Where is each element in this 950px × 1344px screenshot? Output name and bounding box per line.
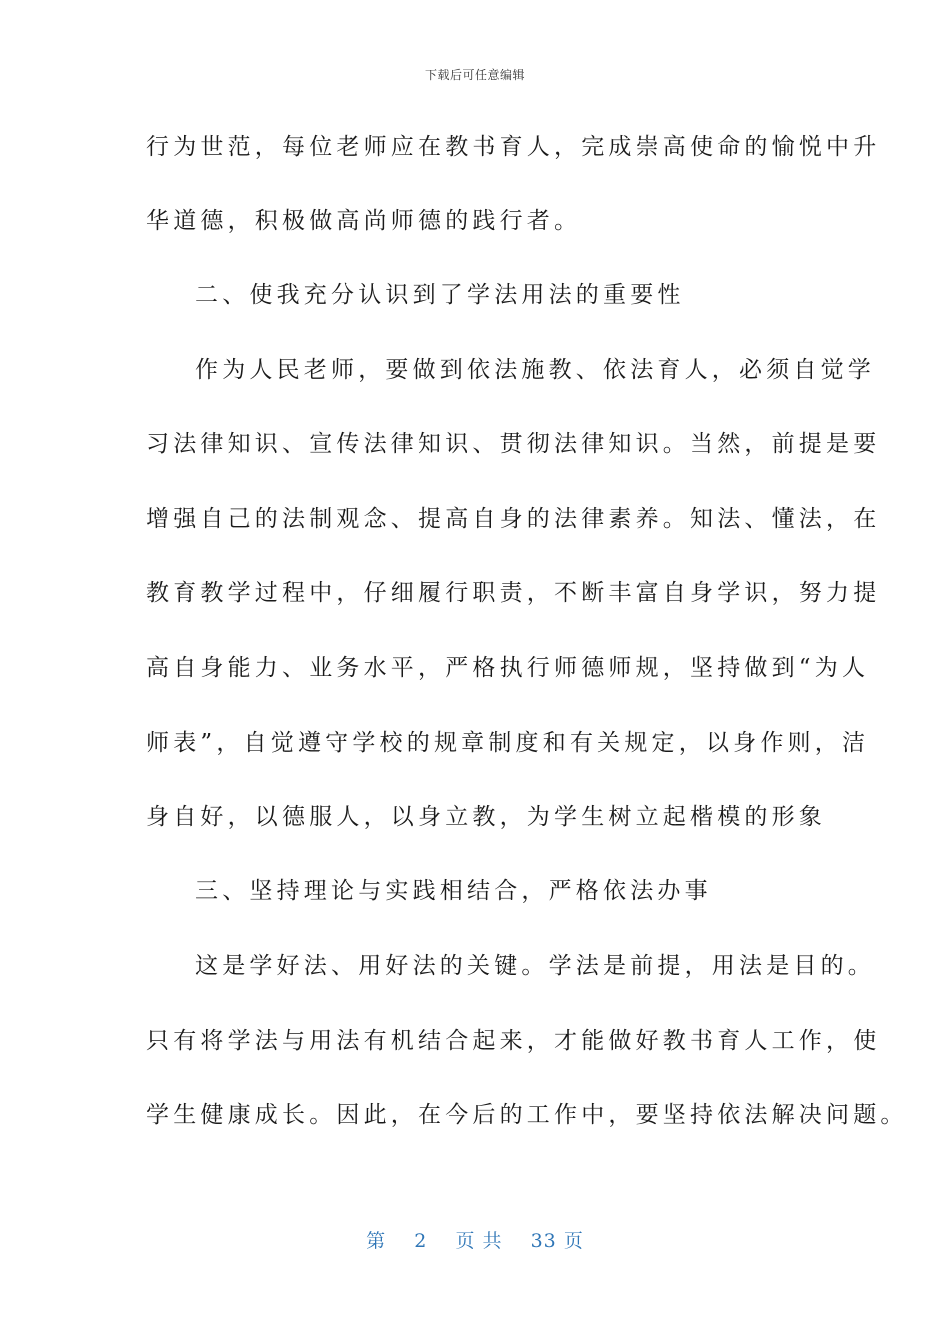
text-line: 华道德，积极做高尚师德的践行者。	[146, 208, 582, 234]
text-line: 教育教学过程中，仔细履行职责，不断丰富自身学识，努力提	[146, 580, 881, 606]
footer-prefix: 第	[366, 1230, 387, 1252]
page-footer	[0, 1226, 950, 1253]
section-heading: 三、坚持理论与实践相结合，严格依法办事	[195, 878, 712, 904]
header-note: 下载后可任意编辑	[424, 68, 525, 82]
section-heading: 二、使我充分认识到了学法用法的重要性	[195, 282, 685, 308]
text-line: 行为世范，每位老师应在教书育人，完成崇高使命的愉悦中升	[146, 134, 881, 160]
text-line: 师表”，自觉遵守学校的规章制度和有关规定，以身作则，洁	[146, 730, 870, 756]
footer-middle: 页 共	[455, 1230, 503, 1252]
text-line: 学生健康成长。因此，在今后的工作中，要坚持依法解决问题。	[146, 1102, 908, 1128]
text-line: 增强自己的法制观念、提高自身的法律素养。知法、懂法，在	[146, 506, 881, 532]
text-line: 习法律知识、宣传法律知识、贯彻法律知识。当然，前提是要	[146, 431, 881, 457]
total-page-count: 33	[530, 1230, 557, 1252]
footer-suffix: 页	[563, 1230, 584, 1252]
text-line: 这是学好法、用好法的关键。学法是前提，用法是目的。	[195, 953, 875, 979]
text-line: 身自好，以德服人，以身立教，为学生树立起楷模的形象	[146, 804, 826, 830]
text-line: 高自身能力、业务水平，严格执行师德师规，坚持做到“为人	[146, 655, 870, 681]
text-line: 只有将学法与用法有机结合起来，才能做好教书育人工作，使	[146, 1028, 881, 1054]
text-line: 作为人民老师，要做到依法施教、依法育人，必须自觉学	[195, 357, 875, 383]
current-page-number: 2	[414, 1230, 428, 1252]
